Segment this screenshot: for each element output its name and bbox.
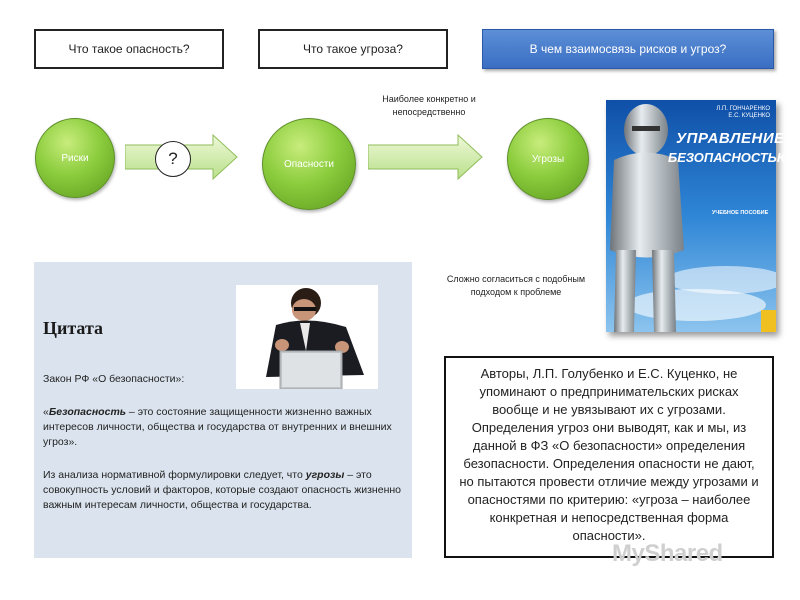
- analysis-prefix: Из анализа нормативной формулировки следует, что: [43, 469, 306, 481]
- definition-term: Безопасность: [48, 406, 127, 418]
- question-box-danger[interactable]: [34, 29, 224, 69]
- watermark: MyShared: [612, 540, 723, 567]
- comment-note: Сложно согласиться с подобным подходом к проблеме: [446, 274, 586, 297]
- question-label: Что такое опасность?: [68, 42, 190, 56]
- book-authors: Л.П. ГОНЧАРЕНКО Е.С. КУЦЕНКО: [716, 106, 770, 119]
- dangers-label: Опасности: [283, 158, 334, 170]
- threats-circle: [507, 118, 589, 200]
- quote-law: Закон РФ «О безопасности»:: [43, 373, 185, 385]
- risks-label: Риски: [61, 152, 89, 164]
- question-label: В чем взаимосвязь рисков и угроз?: [529, 42, 727, 56]
- quote-analysis: [43, 468, 405, 513]
- analysis-text: – это совокупность условий и факторов, которые создают опасность жизненно важным интересам личности, общества и государства.: [43, 469, 402, 511]
- arrow-note: Наиболее конкретно и непосредственно: [382, 94, 476, 117]
- question-box-threat[interactable]: [258, 29, 448, 69]
- question-box-relation[interactable]: [482, 29, 774, 69]
- risks-circle: [35, 118, 115, 198]
- question-label: Что такое угроза?: [303, 42, 403, 56]
- question-mark: ?: [168, 149, 178, 168]
- book-subtitle: УЧЕБНОЕ ПОСОБИЕ: [712, 210, 769, 216]
- unknown-link-badge: [155, 141, 191, 177]
- threats-label: Угрозы: [531, 153, 565, 165]
- analysis-term: угрозы: [305, 469, 345, 481]
- quote-title: Цитата: [43, 318, 104, 338]
- book-cover: [606, 100, 791, 332]
- authors-commentary: Авторы, Л.П. Голубенко и Е.С. Куценко, не упоминают о предпринимательских рисках вообще и не увязывают их с угрозами. Определения угроз они выводят, как и мы, из данной в ФЗ «О безопасности» определения безопасности. Определения опасности не дают, но пытаются провести отличие между угрозами и опасностями по критерию: «угроза – наиболее конкретная и непосредственная форма опасности».: [444, 356, 774, 558]
- definition-text: – это состояние защищенности жизненно важных интересов личности, общества и государства от внутренних и внешних угроз».: [43, 406, 392, 448]
- arrow-dangers-to-threats: [368, 133, 484, 181]
- book-title-line2: БЕЗОПАСНОСТЬЮ: [668, 150, 791, 165]
- quote-definition: «Безопасность – это состояние защищенности жизненно важных интересов личности, общества и государства от внутренних и внешних угроз».: [43, 406, 392, 448]
- book-title-line1: УПРАВЛЕНИЕ: [676, 130, 785, 147]
- dangers-circle: [262, 118, 356, 210]
